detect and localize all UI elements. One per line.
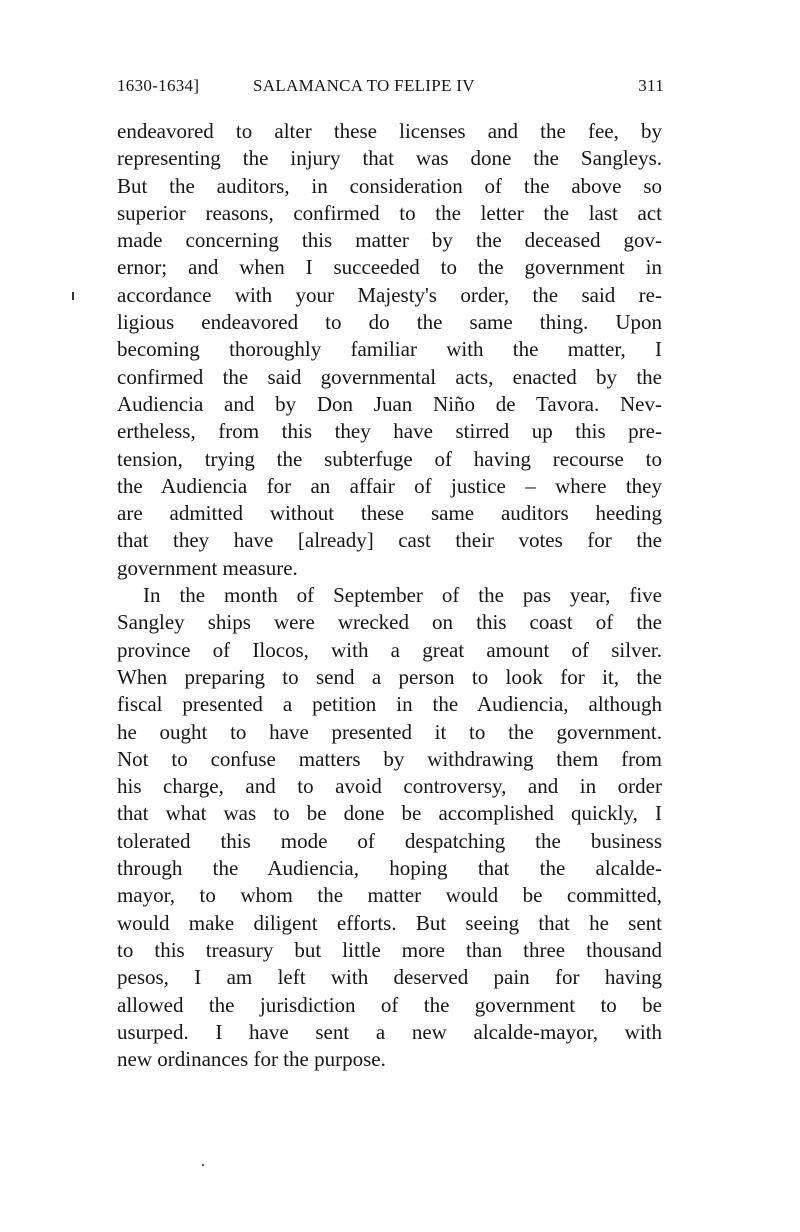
- text-line: confirmed the said governmental acts, enacted by the: [117, 364, 662, 389]
- text-line: fiscal presented a petition in the Audiencia, although: [117, 692, 662, 717]
- text-line: ligious endeavored to do the same thing. Upon: [117, 310, 662, 335]
- text-line: new ordinances for the purpose.: [117, 1047, 386, 1072]
- text-line: endeavored to alter these licenses and the fee, by: [117, 119, 662, 143]
- text-line: Audiencia and by Don Juan Niño de Tavora. Nev-: [117, 391, 662, 416]
- text-line: made concerning this matter by the deceased gov-: [117, 228, 662, 253]
- text-line: he ought to have presented it to the government.: [117, 719, 662, 744]
- text-line: usurped. I have sent a new alcalde-mayor, with: [117, 1019, 662, 1044]
- text-line: his charge, and to avoid controversy, and in order: [117, 774, 662, 799]
- header-date-range: 1630-1634]: [117, 76, 200, 95]
- text-line: tolerated this mode of despatching the business: [117, 828, 662, 853]
- text-line: that they have [already] cast their votes for the: [117, 528, 662, 553]
- text-line: When preparing to send a person to look for it, the: [117, 664, 662, 689]
- text-line: government measure.: [117, 555, 298, 580]
- text-line: through the Audiencia, hoping that the alcalde-: [117, 856, 662, 881]
- scan-speck: [202, 1164, 204, 1166]
- text-line: accordance with your Majesty's order, the said re-: [117, 282, 662, 307]
- text-line: tension, trying the subterfuge of having recourse to: [117, 446, 662, 471]
- text-line: ertheless, from this they have stirred up this pre-: [117, 419, 662, 444]
- text-line: In the month of September of the pas year, five: [143, 583, 662, 608]
- text-line: pesos, I am left with deserved pain for having: [117, 965, 662, 990]
- text-line: Not to confuse matters by withdrawing them from: [117, 746, 662, 771]
- text-line: becoming thoroughly familiar with the matter, I: [117, 337, 662, 362]
- text-line: would make diligent efforts. But seeing that he sent: [117, 910, 662, 935]
- text-line: mayor, to whom the matter would be committed,: [117, 883, 662, 908]
- text-line: representing the injury that was done the Sangleys.: [117, 146, 662, 171]
- text-line: are admitted without these same auditors heeding: [117, 501, 662, 526]
- text-line: allowed the jurisdiction of the government to be: [117, 992, 662, 1017]
- paragraph-2: [117, 582, 662, 1073]
- text-line: province of Ilocos, with a great amount of silver.: [117, 637, 662, 662]
- page-number: 311: [638, 76, 664, 95]
- text-line: ernor; and when I succeeded to the government in: [117, 255, 662, 280]
- text-line: But the auditors, in consideration of the above so: [117, 173, 662, 198]
- margin-mark: [72, 292, 74, 300]
- body-text: [117, 118, 662, 1073]
- text-line: superior reasons, confirmed to the letter the last act: [117, 200, 662, 225]
- running-head: [117, 76, 664, 100]
- text-line: Sangley ships were wrecked on this coast of the: [117, 610, 662, 635]
- header-title: SALAMANCA TO FELIPE IV: [253, 76, 475, 95]
- text-line: the Audiencia for an affair of justice – where they: [117, 473, 662, 498]
- text-line: that what was to be done be accomplished quickly, I: [117, 801, 662, 826]
- paragraph-1: [117, 118, 662, 582]
- text-line: to this treasury but little more than three thousand: [117, 937, 662, 962]
